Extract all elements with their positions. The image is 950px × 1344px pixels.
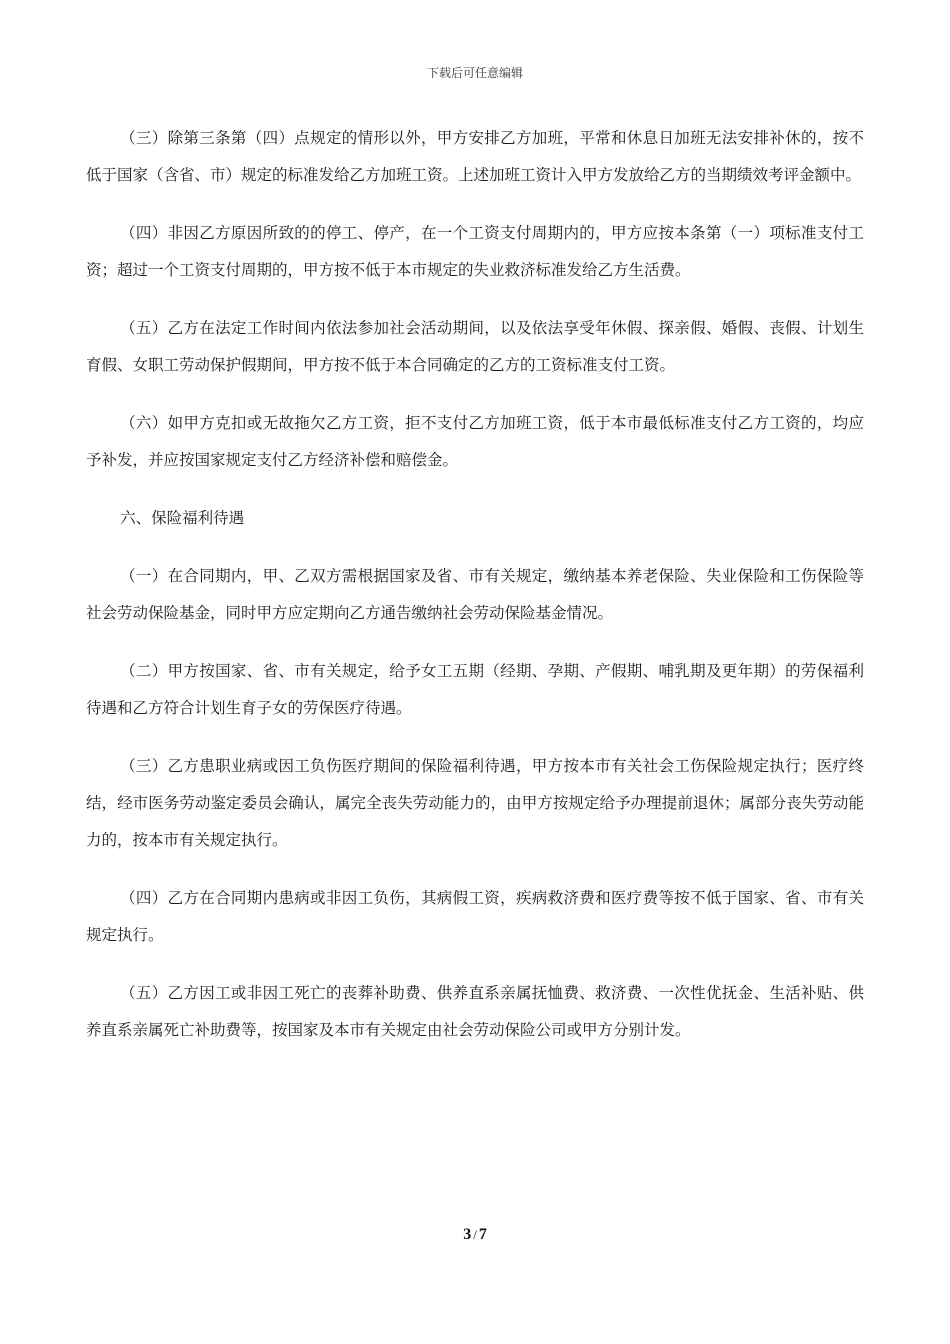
paragraph-occupational-injury: （三）乙方患职业病或因工负伤医疗期间的保险福利待遇，甲方按本市有关社会工伤保险规定执行；医疗终结，经市医务劳动鉴定委员会确认，属完全丧失劳动能力的，由甲方按规定给予办理提前退休；属部分丧失劳动能力的，按本市有关规定执行。 (86, 757, 864, 849)
paragraph-sick-leave: （四）乙方在合同期内患病或非因工负伤，其病假工资，疾病救济费和医疗费等按不低于国家、省、市有关规定执行。 (86, 889, 864, 944)
paragraph-work-stoppage: （四）非因乙方原因所致的的停工、停产，在一个工资支付周期内的，甲方应按本条第（一）项标准支付工资；超过一个工资支付周期的，甲方按不低于本市规定的失业救济标准发给乙方生活费。 (86, 224, 864, 279)
total-pages: 7 (478, 1226, 487, 1243)
document-body (86, 120, 864, 1070)
paragraph-social-insurance: （一）在合同期内，甲、乙双方需根据国家及省、市有关规定，缴纳基本养老保险、失业保险和工伤保险等社会劳动保险基金，同时甲方应定期向乙方通告缴纳社会劳动保险基金情况。 (86, 567, 864, 622)
section-heading-insurance: 六、保险福利待遇 (120, 509, 245, 527)
paragraph-wage-arrears: （六）如甲方克扣或无故拖欠乙方工资，拒不支付乙方加班工资，低于本市最低标准支付乙方工资的，均应予补发，并应按国家规定支付乙方经济补偿和赔偿金。 (86, 414, 864, 469)
paragraph-overtime-pay: （三）除第三条第（四）点规定的情形以外，甲方安排乙方加班，平常和休息日加班无法安排补休的，按不低于国家（含省、市）规定的标准发给乙方加班工资。上述加班工资计入甲方发放给乙方的当期绩效考评金额中。 (86, 129, 864, 184)
current-page: 3 (463, 1226, 472, 1243)
page-separator: / (473, 1227, 477, 1242)
page-header: 下载后可任意编辑 (426, 66, 523, 80)
paragraph-statutory-leave: （五）乙方在法定工作时间内依法参加社会活动期间，以及依法享受年休假、探亲假、婚假、丧假、计划生育假、女职工劳动保护假期间，甲方按不低于本合同确定的乙方的工资标准支付工资。 (86, 319, 864, 374)
paragraph-death-benefits: （五）乙方因工或非因工死亡的丧葬补助费、供养直系亲属抚恤费、救济费、一次性优抚金、生活补贴、供养直系亲属死亡补助费等，按国家及本市有关规定由社会劳动保险公司或甲方分别计发。 (86, 984, 864, 1039)
paragraph-female-welfare: （二）甲方按国家、省、市有关规定，给予女工五期（经期、孕期、产假期、哺乳期及更年期）的劳保福利待遇和乙方符合计划生育子女的劳保医疗待遇。 (86, 662, 864, 717)
page-number (0, 1226, 950, 1244)
